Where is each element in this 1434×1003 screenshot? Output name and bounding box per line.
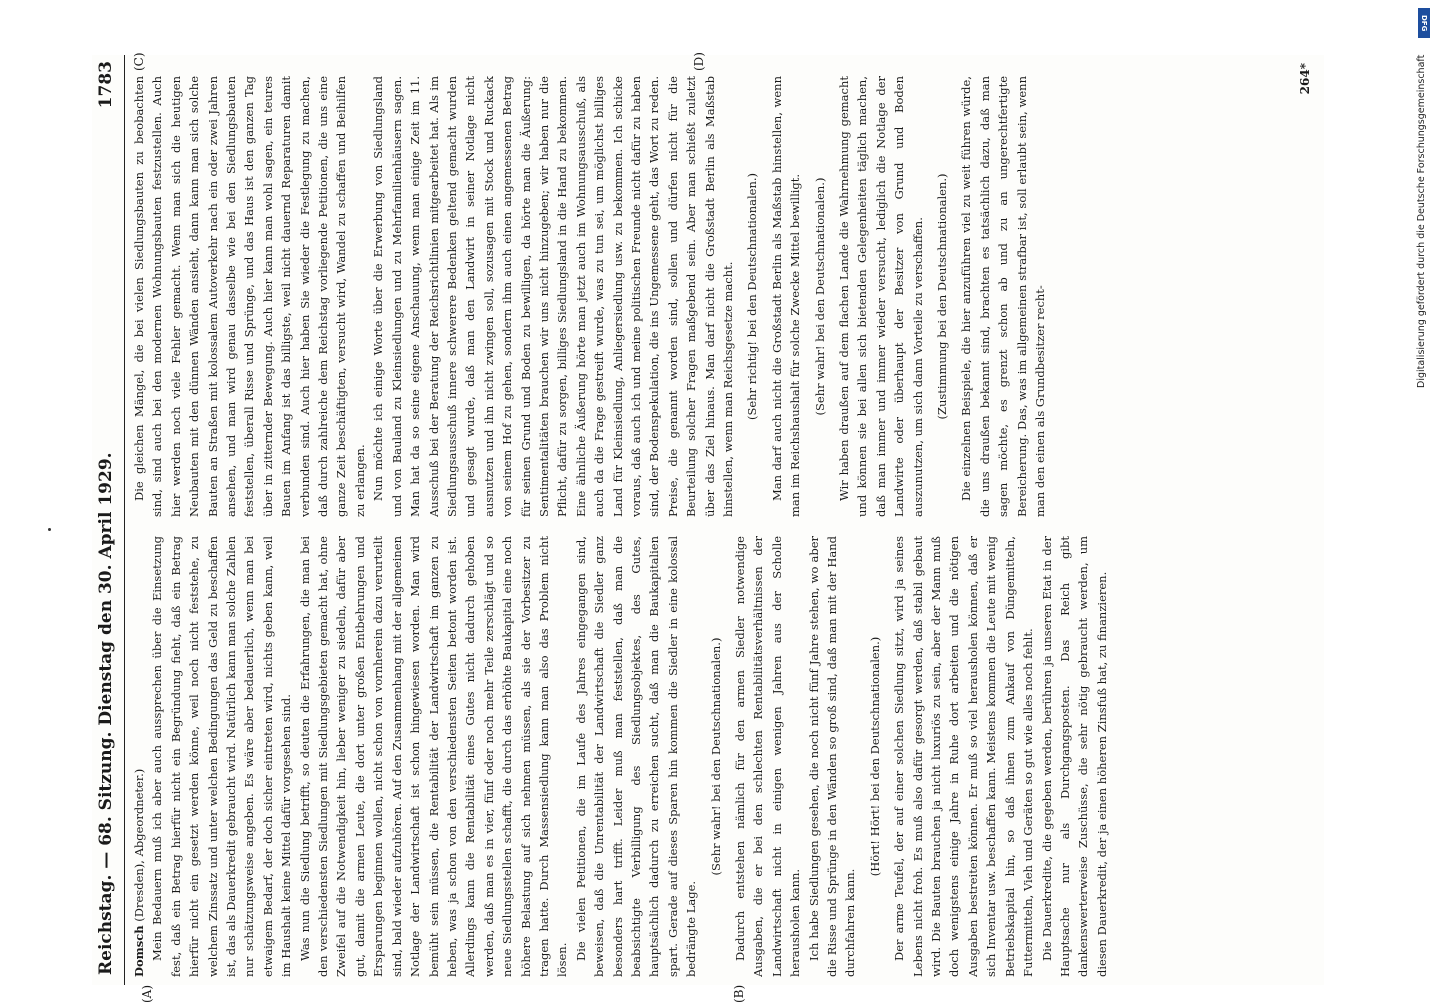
paragraph: Wir haben draußen auf dem flachen Lande die Wahrnehmung gemacht und können sie bei allen sich bietenden Gelegenheiten täglich machen, daß man immer und immer wieder versucht, lediglich die Notlage der Landwirte oder überhaupt der Besitzer von Grund und Boden auszunutzen, um sich dann Vorteile zu verschaffen. xyxy=(837,76,925,517)
paragraph: Die Dauerkredite, die gegeben werden, berühren ja unseren Etat in der Hauptsache nur als Durchgangsposten. Das Reich gibt dankenswerterweise Zuschüsse, die sehr nötig gebraucht werden, um diesen Dauerkredit, der ja einen höheren Zinsfuß hat, zu finanzieren. xyxy=(1039,536,1109,977)
header-title: Reichstag. — 68. Sitzung. Dienstag den 30. April 1929. xyxy=(96,452,116,975)
interjection: (Sehr wahr! bei den Deutschnationalen.) xyxy=(708,637,723,876)
footer-page-number: 264* xyxy=(1298,63,1312,95)
speaker-suffix: (Dresden), Abgeordneter.) xyxy=(132,768,146,926)
paragraph: Ich habe Siedlungen gesehen, die noch nicht fünf Jahre stehen, wo aber die Risse und Sprünge in den Wänden so groß sind, daß man mit der Hand durchfahren kann. xyxy=(806,536,858,977)
paragraph: Der arme Teufel, der auf einer solchen Siedlung sitzt, wird ja seines Lebens nicht froh. Es muß also dafür gesorgt werden, daß stabil gebaut wird. Die Bauten brauchen ja nicht luxuriös zu sein, aber der Mann muß doch wenigstens einige Jahre in Ruhe dort arbeiten und die nötigen Ausgaben bestreiten können. Er muß so viel herausholen können, daß er sich Inventar usw. beschaffen kann. Meistens kommen die Leute mit wenig Betriebskapital hin, so daß ihnen zum Ankauf von Düngemitteln, Futtermitteln, Vieh und Geräten so gut wie alles noch fehlt. xyxy=(892,536,1036,977)
interjection: (Hört! Hört! bei den Deutschnationalen.) xyxy=(867,636,882,877)
interjection: (Sehr richtig! bei den Deutschnationalen.) xyxy=(745,173,760,421)
interjection: (Sehr wahr! bei den Deutschnationalen.) xyxy=(812,177,827,416)
digitization-credit: Digitalisierung gefördert durch die Deutsche Forschungsgemeinschaft xyxy=(1416,54,1427,388)
margin-marker-a: (A) xyxy=(140,984,154,1003)
margin-marker-b: (B) xyxy=(732,984,746,1003)
paragraph: Die gleichen Mängel, die bei vielen Siedlungsbauten zu beobachten sind, sind auch bei den modernen Wohnungsbauten festzustellen. Auch hier werden noch viele Fehler gemacht. Wenn man sich die heutigen Neubauten mit den dünnen Wänden ansieht, dann kann man sich solche Bauten an Straßen mit kolossalem Autoverkehr nach ein oder zwei Jahren ansehen, und man wird genau dasselbe wie bei den Siedlungsbauten feststellen, überall Risse und Sprünge, und das Haus ist den ganzen Tag über in zitternder Bewegung. Auch hier kann man wohl sagen, ein teures Bauen im Anfang ist das billigste, weil nicht dauernd Reparaturen damit verbunden sind. Auch hier haben Sie wieder die Festlegung zu machen, daß durch zahlreiche dem Reichstag vorliegende Petitionen, die uns eine ganze Zeit beschäftigten, versucht wird, Wandel zu schaffen und Beihilfen zu erlangen. xyxy=(132,76,367,517)
paragraph: Nun möchte ich einige Worte über die Erwerbung von Siedlungsland und von Bauland zu Kleinsiedlungen und zu Mehrfamilienhäusern sagen. Man hat da so seine eigene Anschauung, wenn man einige Zeit im 11. Ausschuß bei der Beratung der Reichsrichtlinien mitgearbeitet hat. Als im Siedlungsausschuß innere schwerere Bedenken geltend gemacht wurden und gesagt wurde, daß man den Landwirt in seiner Notlage nicht ausnutzen und ihn nicht zwingen soll, sozusagen mit Stock und Ruckack von seinem Hof zu gehen, sondern ihm auch einen angemessenen Betrag für seinen Grund und Boden zu bewilligen, da hörte man die Äußerung: Sentimentalitäten brauchen wir uns nicht hinzugeben; wir haben nur die Pflicht, dafür zu sorgen, billiges Siedlungsland in die Hand zu bekommen. Eine ähnliche Äußerung hörte man jetzt auch im Wohnungsausschuß, als auch da die Frage gestreift wurde, was zu tun sei, um möglichst billiges Land für Kleinsiedlung, Anliegersiedlung usw. zu bekommen. Ich schicke voraus, daß auch ich und meine politischen Freunde nicht dafür zu haben sind, der Bodenspekulation, die ins Ungemessene geht, das Wort zu reden. Preise, die genannt worden sind, sollen und dürfen nicht für die Beurteilung solcher Fragen maßgebend sein. Aber man schießt zuletzt über das Ziel hinaus. Man darf nicht die Großstadt Berlin als Maßstab hinstellen, wenn man Reichsgesetze macht. xyxy=(371,76,735,517)
speaker-line xyxy=(130,536,148,977)
right-column xyxy=(130,76,1310,517)
page-header xyxy=(92,55,125,985)
margin-marker-c: (C) xyxy=(132,52,146,71)
paragraph: Man darf auch nicht die Großstadt Berlin als Maßstab hinstellen, wenn man im Reichshaushalt für solche Zwecke Mittel bewilligt. xyxy=(769,76,803,517)
paragraph: Mein Bedauern muß ich aber auch aussprechen über die Einsetzung fest, daß ein Betrag hierfür nicht ein Begründung fieht, daß ein Betrag hierfür nicht ein gesetzt werden könne, weil noch nicht feststehe, zu welchem Zinssatz und unter welchen Bedingungen das Geld zu beschaffen ist, das als Dauerkredit gebraucht wird. Natürlich kann man solche Zahlen nur schätzungsweise angeben. Es wäre aber bedauerlich, wenn man bei etwaigem Bedarf, der doch sicher eintreten wird, nichts geben kann, weil im Haushalt keine Mittel dafür vorgesehen sind. xyxy=(150,536,294,977)
speaker-name: Domsch xyxy=(132,925,146,977)
scan-speck xyxy=(48,528,51,531)
header-page-number: 1783 xyxy=(96,61,116,109)
margin-marker-d: (D) xyxy=(692,52,706,71)
paragraph: Die einzelnen Beispiele, die hier anzuführen viel zu weit führen würde, die uns draußen bekannt sind, brachten es tatsächlich dazu, daß man sagen möchte, es grenzt schon ab und zu an ungerechtfertigte Bereicherung. Das, was im allgemeinen strafbar ist, soll erlaubt sein, wenn man den einen als Grundbesitzer recht- xyxy=(959,76,1048,517)
dfg-logo: DFG xyxy=(1418,8,1430,38)
paragraph: Was nun die Siedlung betrifft, so deuten die Erfahrungen, die man bei den verschiedensten Siedlungen mit Siedlungsgebieten gemacht hat, ohne Zweifel auf die Notwendigkeit hin, lieber weniger zu siedeln, dafür aber gut, damit die armen Leute, die dort unter großen Entbehrungen und Ersparungen beginnen wollen, nicht schon von vornherein dazu verurteilt sind, bald wieder aufzuhören. Auf den Zusammenhang mit der allgemeinen Notlage der Landwirtschaft ist schon hingewiesen worden. Man wird bemüht sein müssen, die Rentabilität der Landwirtschaft im ganzen zu heben, was ja schon von den verschiedensten Seiten betont worden ist. Allerdings kann die Rentabilität eines Gutes nicht dadurch gehoben werden, daß man es in vier, fünf oder noch mehr Teile zerschlägt und so neue Siedlungsstellen schafft, die durch das erhöhte Baukapital eine noch höhere Belastung auf sich nehmen müssen, als sie der Vorbesitzer zu tragen hatte. Durch Massensiedlung kann man also das Problem nicht lösen. xyxy=(297,536,570,977)
interjection: (Zustimmung bei den Deutschnationalen.) xyxy=(935,173,950,420)
paragraph: Dadurch entstehen nämlich für den armen Siedler notwendige Ausgaben, die er bei den schlechten Rentabilitätsverhältnissen der Landwirtschaft nicht in einigen wenigen Jahren aus der Scholle herausholen kann. xyxy=(733,536,803,977)
left-column xyxy=(130,536,1310,977)
paragraph: Die vielen Petitionen, die im Laufe des Jahres eingegangen sind, beweisen, daß die Unrentabilität der Landwirtschaft die Siedler ganz besonders hart trifft. Leider muß man feststellen, daß man die beabsichtigte Verbilligung des Siedlungsobjektes, des Gutes, hauptsächlich dadurch zu erreichen sucht, daß man die Baukapitalien spart. Gerade auf dieses Sparen hin kommen die Siedler in eine kolossal bedrängte Lage. xyxy=(573,536,699,977)
scanned-page xyxy=(92,52,1324,1003)
